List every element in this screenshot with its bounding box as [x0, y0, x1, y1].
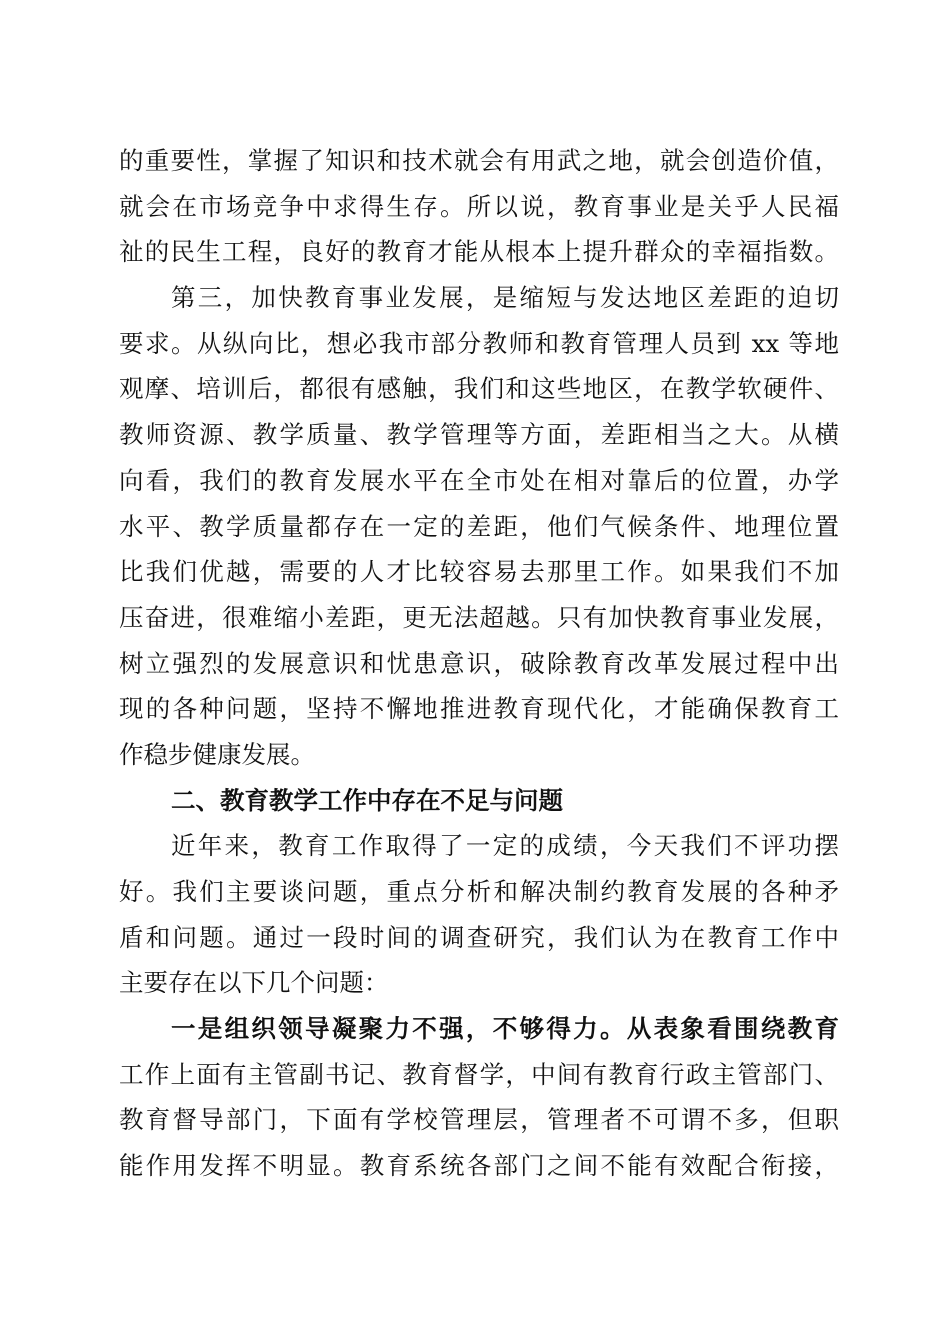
- text-line: 能作用发挥不明显。教育系统各部门之间不能有效配合衔接，: [119, 1151, 839, 1181]
- text-line: 压奋进，很难缩小差距，更无法超越。只有加快教育事业发展，: [119, 602, 839, 632]
- section-heading: 二、教育教学工作中存在不足与问题: [171, 785, 563, 815]
- text-line: 教育督导部门，下面有学校管理层，管理者不可谓不多，但职: [119, 1105, 839, 1135]
- body-text: [119, 138, 839, 1189]
- text-line: 好。我们主要谈问题，重点分析和解决制约教育发展的各种矛: [119, 877, 839, 906]
- text-line: 祉的民生工程，良好的教育才能从根本上提升群众的幸福指数。: [119, 237, 839, 267]
- text-line: 盾和问题。通过一段时间的调查研究，我们认为在教育工作中: [119, 922, 839, 952]
- paragraph-end-line: 作稳步健康发展。: [119, 739, 315, 769]
- text-line: 树立强烈的发展意识和忧患意识，破除教育改革发展过程中出: [119, 648, 839, 678]
- paragraph-start-line: 近年来，教育工作取得了一定的成绩，今天我们不评功摆: [171, 831, 839, 861]
- text-line: 工作上面有主管副书记、教育督学，中间有教育行政主管部门、: [119, 1059, 839, 1089]
- text-line: 现的各种问题，坚持不懈地推进教育现代化，才能确保教育工: [119, 694, 839, 724]
- text-line: 向看，我们的教育发展水平在全市处在相对靠后的位置，办学: [119, 465, 839, 495]
- text-line: 教师资源、教学质量、教学管理等方面，差距相当之大。从横: [119, 420, 839, 450]
- text-line: 的重要性，掌握了知识和技术就会有用武之地，就会创造价值，: [119, 146, 839, 175]
- text-line: 就会在市场竞争中求得生存。所以说，教育事业是关乎人民福: [119, 191, 839, 221]
- text-line: 比我们优越，需要的人才比较容易去那里工作。如果我们不加: [119, 557, 839, 587]
- paragraph-end-line: 主要存在以下几个问题：: [119, 968, 389, 998]
- paragraph-start-line: 第三，加快教育事业发展，是缩短与发达地区差距的迫切: [171, 283, 839, 313]
- text-line: 要求。从纵向比，想必我市部分教师和教育管理人员到 xx 等地: [119, 328, 839, 358]
- paragraph-start-line: 一是组织领导凝聚力不强，不够得力。从表象看围绕教育: [171, 1014, 839, 1044]
- text-line: 观摩、培训后，都很有感触，我们和这些地区，在教学软硬件、: [119, 374, 839, 404]
- text-line: 水平、教学质量都存在一定的差距，他们气候条件、地理位置: [119, 511, 839, 541]
